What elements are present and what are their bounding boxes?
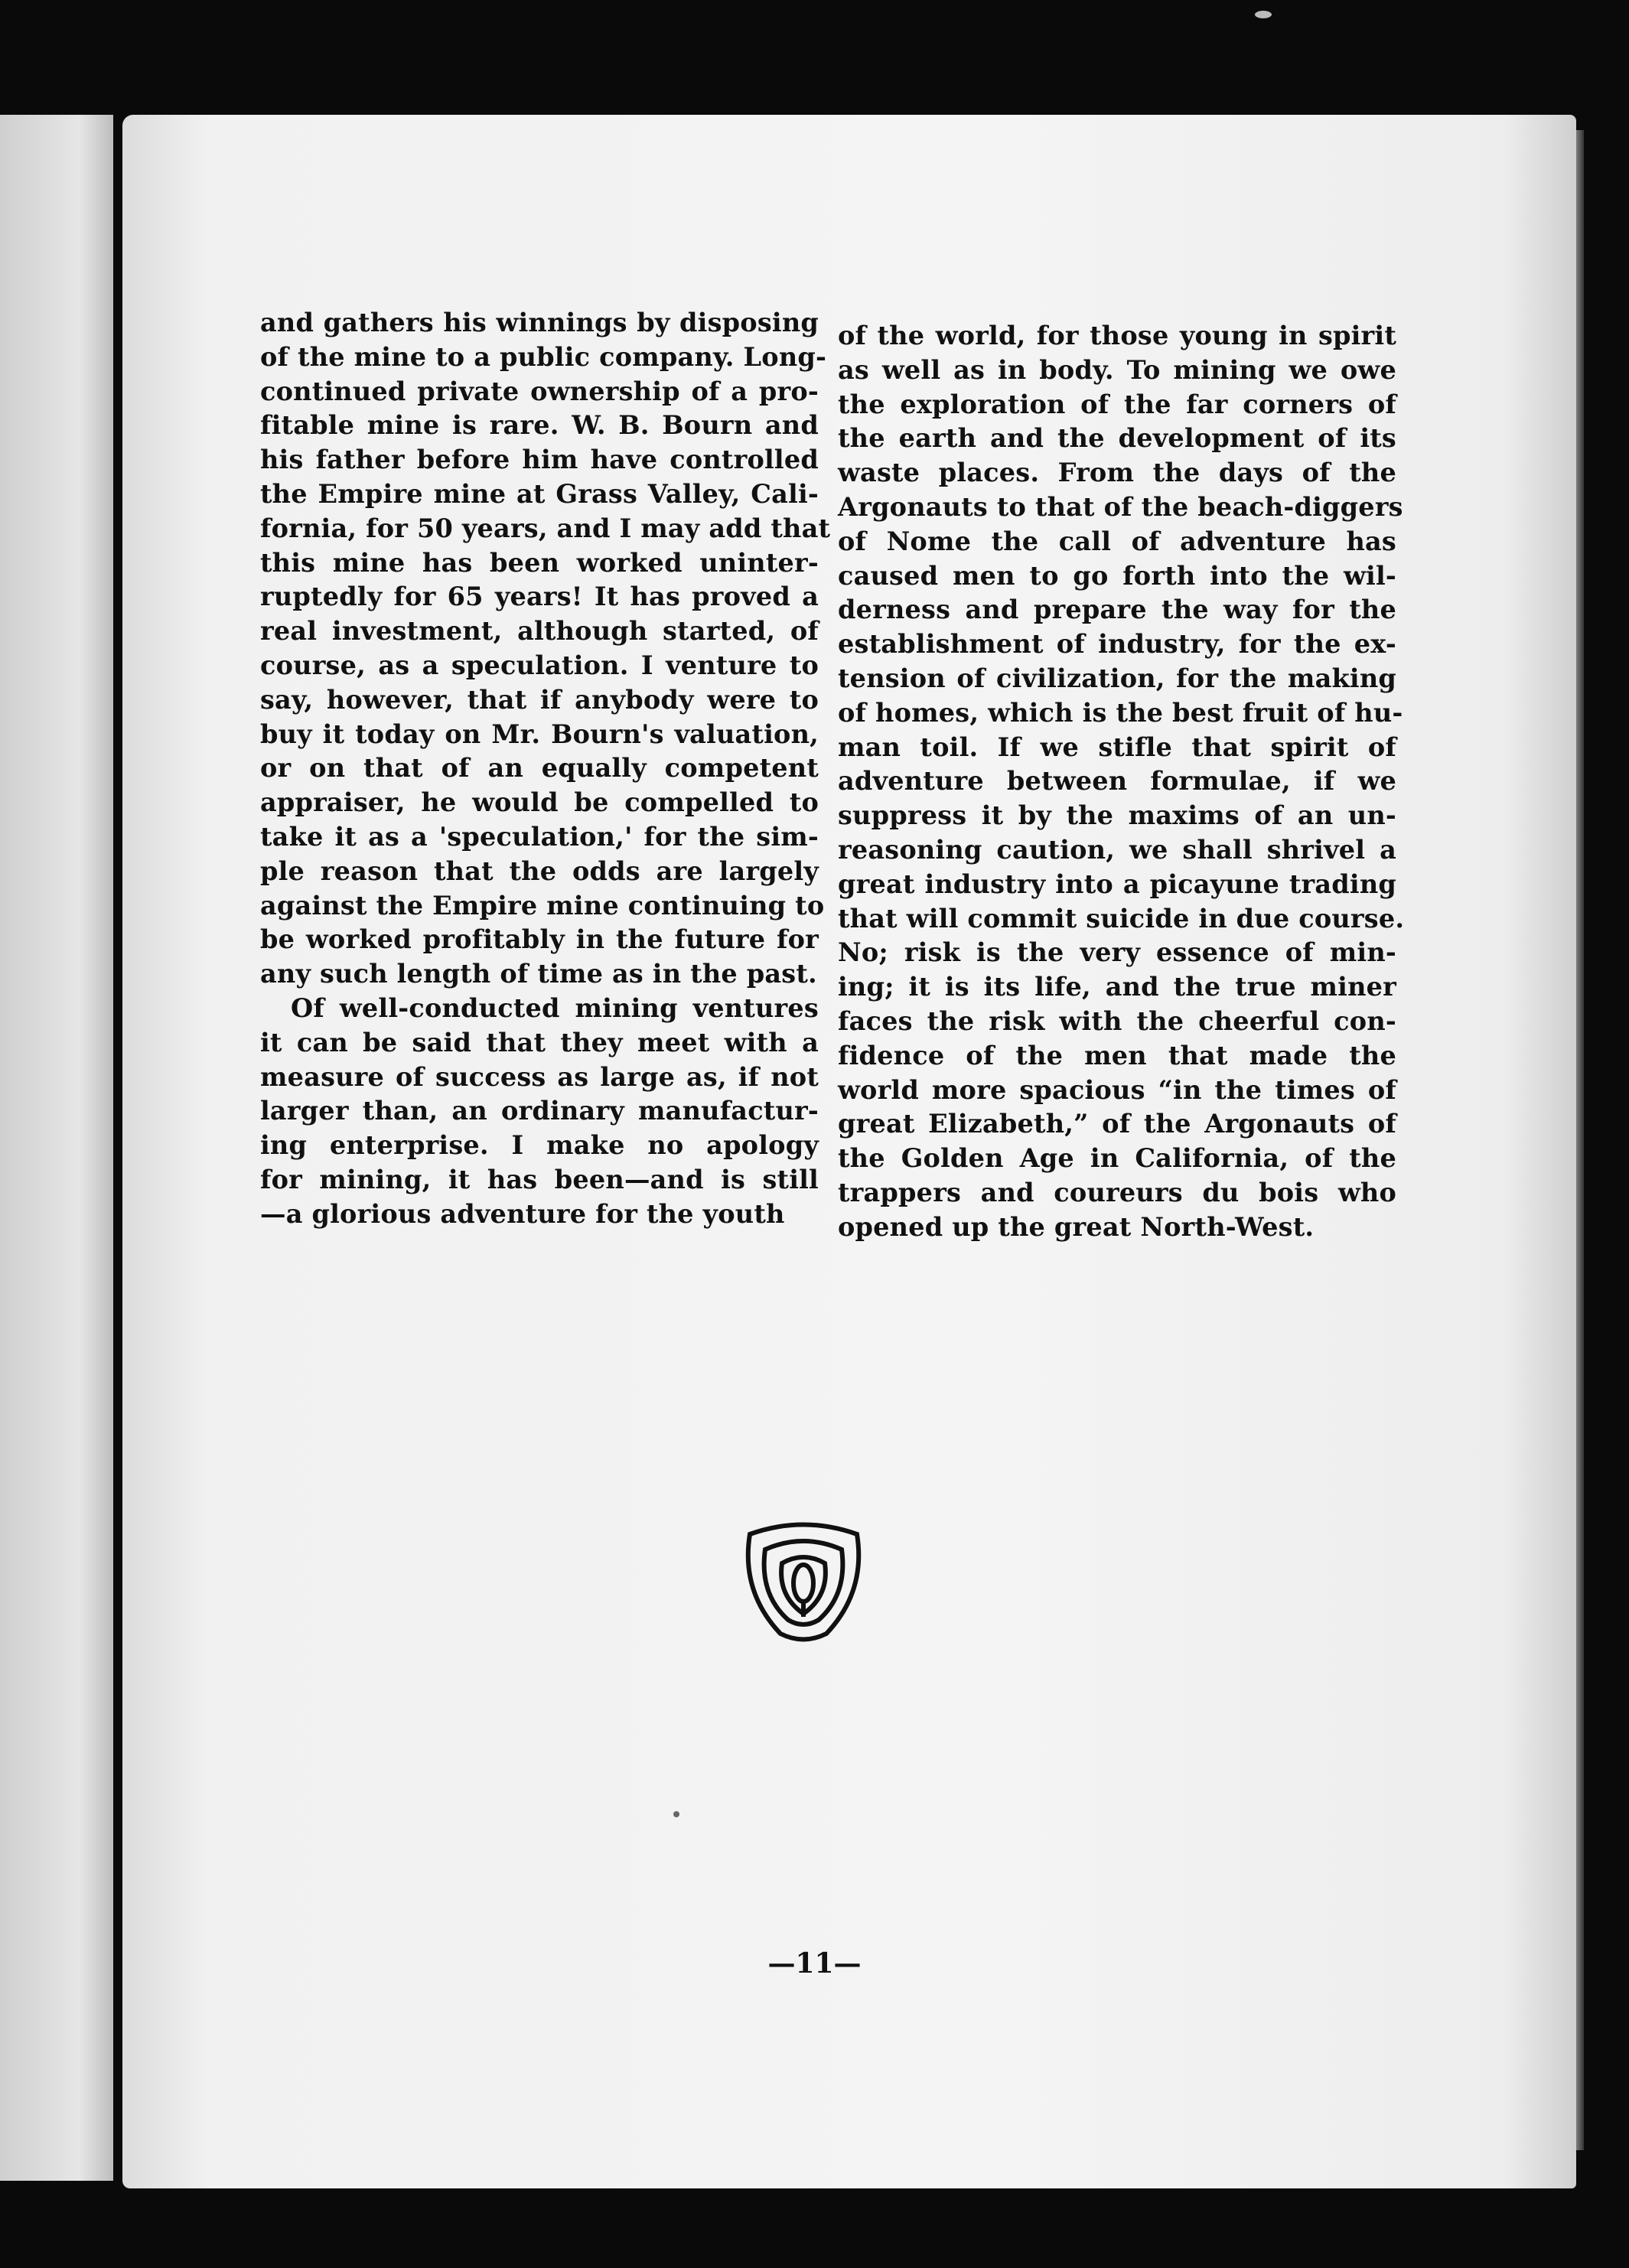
dust-speck [673, 1811, 679, 1817]
text-line: any such length of time as in the past. [260, 959, 817, 989]
right-text-column [838, 319, 1405, 1245]
text-line: —a glorious adventure for the youth [260, 1198, 785, 1229]
text-line: continued private ownership of a pro- [260, 376, 819, 406]
text-line: or on that of an equally competent [260, 753, 819, 784]
text-line: reasoning caution, we shall shrivel a [838, 834, 1396, 865]
text-line: course, as a speculation. I venture to [260, 650, 819, 680]
text-line: great Elizabeth,” of the Argonauts of [838, 1109, 1396, 1139]
text-line: the Golden Age in California, of the [838, 1143, 1396, 1174]
text-line: Of well-conducted mining ventures [291, 992, 819, 1023]
text-line: as well as in body. To mining we owe [838, 354, 1396, 385]
tulip-ornament-icon [735, 1519, 872, 1649]
dust-speck [1255, 11, 1272, 18]
text-line: ing; it is its life, and the true miner [838, 972, 1396, 1002]
text-line: his father before him have controlled [260, 445, 819, 475]
text-line: man toil. If we stifle that spirit of [838, 732, 1396, 762]
text-line: No; risk is the very essence of min- [838, 937, 1396, 968]
text-line: Argonauts to that of the beach-diggers [838, 491, 1403, 522]
text-line: of the world, for those young in spirit [838, 321, 1396, 350]
text-line: waste places. From the days of the [838, 458, 1396, 488]
text-line: establishment of industry, for the ex- [838, 629, 1396, 660]
text-line: the Empire mine at Grass Valley, Cali- [260, 478, 819, 509]
text-line: real investment, although started, of [260, 616, 819, 647]
text-line: buy it today on Mr. Bourn's valuation, [260, 719, 819, 749]
text-line: derness and prepare the way for the [838, 595, 1396, 625]
text-line: adventure between formulae, if we [838, 766, 1396, 797]
text-line: take it as a 'speculation,' for the sim- [260, 821, 819, 852]
text-line: of Nome the call of adventure has [838, 526, 1396, 556]
text-line: measure of success as large as, if not [260, 1061, 819, 1092]
text-line: fidence of the men that made the [838, 1040, 1396, 1070]
text-line: ing enterprise. I make no apology [260, 1130, 819, 1161]
text-line: for mining, it has been—and is still [260, 1164, 819, 1194]
text-line: the earth and the development of its [838, 423, 1396, 454]
text-line: world more spacious “in the times of [838, 1074, 1396, 1105]
text-line: say, however, that if anybody were to [260, 684, 819, 715]
text-line: of homes, which is the best fruit of hu- [838, 697, 1403, 728]
text-line: it can be said that they meet with a [260, 1027, 819, 1057]
text-line: great industry into a picayune trading [838, 868, 1396, 899]
left-text-column [260, 306, 831, 1232]
text-line: ple reason that the odds are largely [260, 855, 819, 886]
previous-page-edge [0, 115, 113, 2181]
page-number: —11— [767, 1947, 862, 1980]
text-line: that will commit suicide in due course. [838, 903, 1405, 934]
text-line: tension of civilization, for the making [838, 663, 1396, 693]
text-line: the exploration of the far corners of [838, 389, 1396, 419]
text-line: opened up the great North-West. [838, 1211, 1315, 1242]
text-line: appraiser, he would be compelled to [260, 787, 819, 818]
text-line: caused men to go forth into the wil- [838, 560, 1396, 591]
text-line: faces the risk with the cheerful con- [838, 1005, 1396, 1036]
text-line: of the mine to a public company. Long- [260, 341, 827, 372]
text-line: fornia, for 50 years, and I may add that [260, 513, 831, 543]
text-line: be worked profitably in the future for [260, 924, 819, 955]
text-line: trappers and coureurs du bois who [838, 1177, 1396, 1207]
text-line: and gathers his winnings by disposing [260, 308, 819, 337]
text-line: suppress it by the maxims of an un- [838, 800, 1396, 831]
text-line: larger than, an ordinary manufactur- [260, 1096, 819, 1126]
text-line: ruptedly for 65 years! It has proved a [260, 582, 819, 612]
text-line: against the Empire mine continuing to [260, 890, 825, 921]
text-line: this mine has been worked uninter- [260, 547, 819, 578]
text-line: fitable mine is rare. W. B. Bourn and [260, 410, 819, 441]
